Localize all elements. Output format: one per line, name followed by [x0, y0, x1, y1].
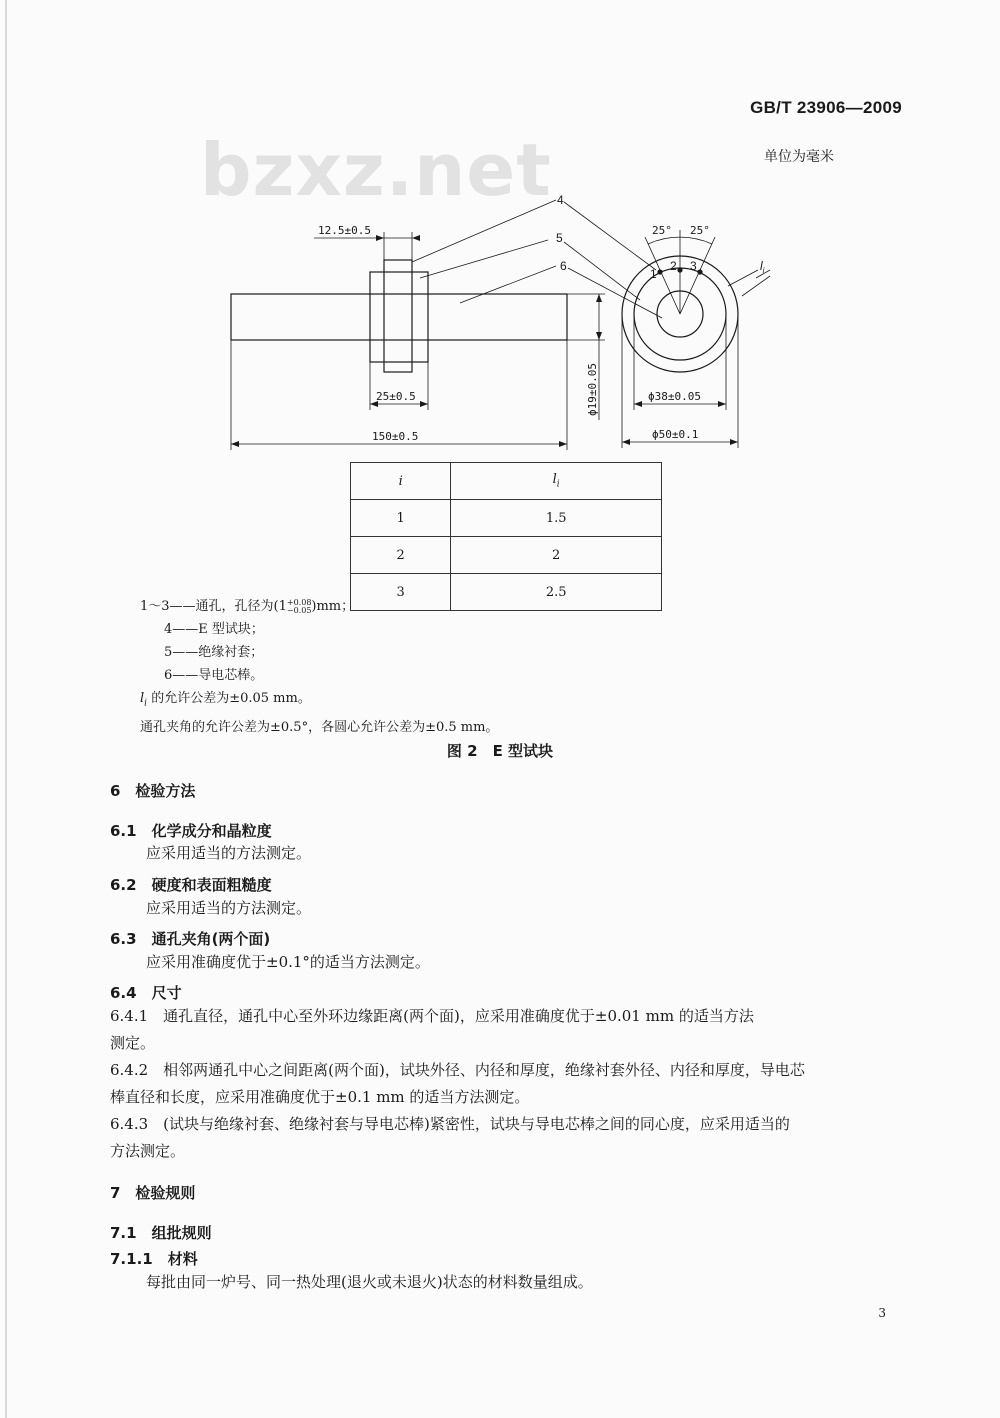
- section-7-1-1-text: 每批由同一炉号、同一热处理(退火或未退火)状态的材料数量组成。: [146, 1273, 593, 1291]
- standard-number: GB/T 23906—2009: [750, 98, 902, 117]
- callout-5: 5: [556, 231, 563, 245]
- section-6-heading: 6 检验方法: [110, 782, 196, 800]
- section-6-2-heading: 6.2 硬度和表面粗糙度: [110, 876, 272, 894]
- section-6-4-1-line2: 测定。: [110, 1034, 156, 1052]
- section-6-4-2-line2: 棒直径和长度，应采用准确度优于±0.1 mm 的适当方法测定。: [110, 1088, 530, 1106]
- section-6-4-2-line1: 6.4.2 相邻两通孔中心之间距离(两个面)，试块外径、内径和厚度，绝缘衬套外径、内径和厚度，导电芯: [110, 1061, 805, 1079]
- hole-3: 3: [690, 259, 697, 273]
- li-label: $l_i$: [760, 259, 765, 275]
- section-6-2-text: 应采用适当的方法测定。: [146, 899, 312, 917]
- unit-note: 单位为毫米: [764, 149, 834, 165]
- figure-caption: 图 2 E 型试块: [446, 742, 554, 760]
- section-6-4-3-line1: 6.4.3 (试块与绝缘衬套、绝缘衬套与导电芯棒)紧密性，试块与导电芯棒之间的同心度，应采用适当的: [110, 1115, 790, 1133]
- dim-sleeve-width: 25±0.5: [376, 390, 416, 403]
- section-6-4-1-line1: 6.4.1 通孔直径，通孔中心至外环边缘距离(两个面)，应采用准确度优于±0.01 mm 的适当方法: [110, 1007, 754, 1025]
- section-6-1-heading: 6.1 化学成分和晶粒度: [110, 822, 272, 840]
- callout-4: 4: [557, 193, 564, 207]
- section-7-1-heading: 7.1 组批规则: [110, 1224, 212, 1242]
- hole-2: 2: [670, 259, 677, 273]
- angle-left: 25°: [652, 224, 672, 237]
- test-block-ring: [384, 260, 412, 372]
- callout-6: 6: [560, 259, 567, 273]
- li-table-header-li: $l_i$: [451, 463, 662, 500]
- note-holes: 1～3——通孔，孔径为(1+0.08 −0.05)mm；: [140, 597, 355, 615]
- note-4: 4——E 型试块；: [164, 622, 264, 637]
- note-li-tolerance: $l_i$ 的允许公差为±0.05 mm。: [140, 691, 311, 709]
- section-6-4-heading: 6.4 尺寸: [110, 984, 182, 1002]
- dim-inner-diameter: ϕ38±0.05: [648, 390, 701, 403]
- section-6-1-text: 应采用适当的方法测定。: [146, 844, 312, 862]
- section-7-heading: 7 检验规则: [110, 1184, 196, 1202]
- section-6-4-3-line2: 方法测定。: [110, 1142, 186, 1160]
- hole-1: 1: [650, 267, 657, 281]
- note-6: 6——导电芯棒。: [164, 668, 264, 683]
- dim-ring-width: 12.5±0.5: [318, 224, 371, 237]
- section-7-1-1-heading: 7.1.1 材料: [110, 1250, 198, 1268]
- page-number: 3: [878, 1306, 886, 1320]
- e-type-test-block-drawing: [0, 0, 1000, 460]
- angle-right: 25°: [690, 224, 710, 237]
- table-row: 1 1.5: [351, 500, 662, 537]
- li-table: [350, 462, 662, 611]
- watermark: bzxz.net: [200, 128, 552, 212]
- section-6-3-heading: 6.3 通孔夹角(两个面): [110, 930, 271, 948]
- conductive-rod: [231, 294, 567, 340]
- table-row: 2 2: [351, 537, 662, 574]
- li-table-header-i: i: [351, 463, 451, 500]
- note-5: 5——绝缘衬套；: [164, 645, 264, 660]
- dim-rod-diameter: ϕ19±0.05: [586, 363, 599, 416]
- note-angle-tolerance: 通孔夹角的允许公差为±0.5°，各圆心允许公差为±0.5 mm。: [140, 719, 499, 735]
- insulating-sleeve: [370, 272, 428, 362]
- dim-outer-diameter: ϕ50±0.1: [652, 428, 699, 441]
- table-row: 3 2.5: [351, 574, 662, 611]
- figure-notes: [140, 595, 498, 739]
- dim-rod-length: 150±0.5: [372, 430, 419, 443]
- section-6-3-text: 应采用准确度优于±0.1°的适当方法测定。: [146, 953, 430, 971]
